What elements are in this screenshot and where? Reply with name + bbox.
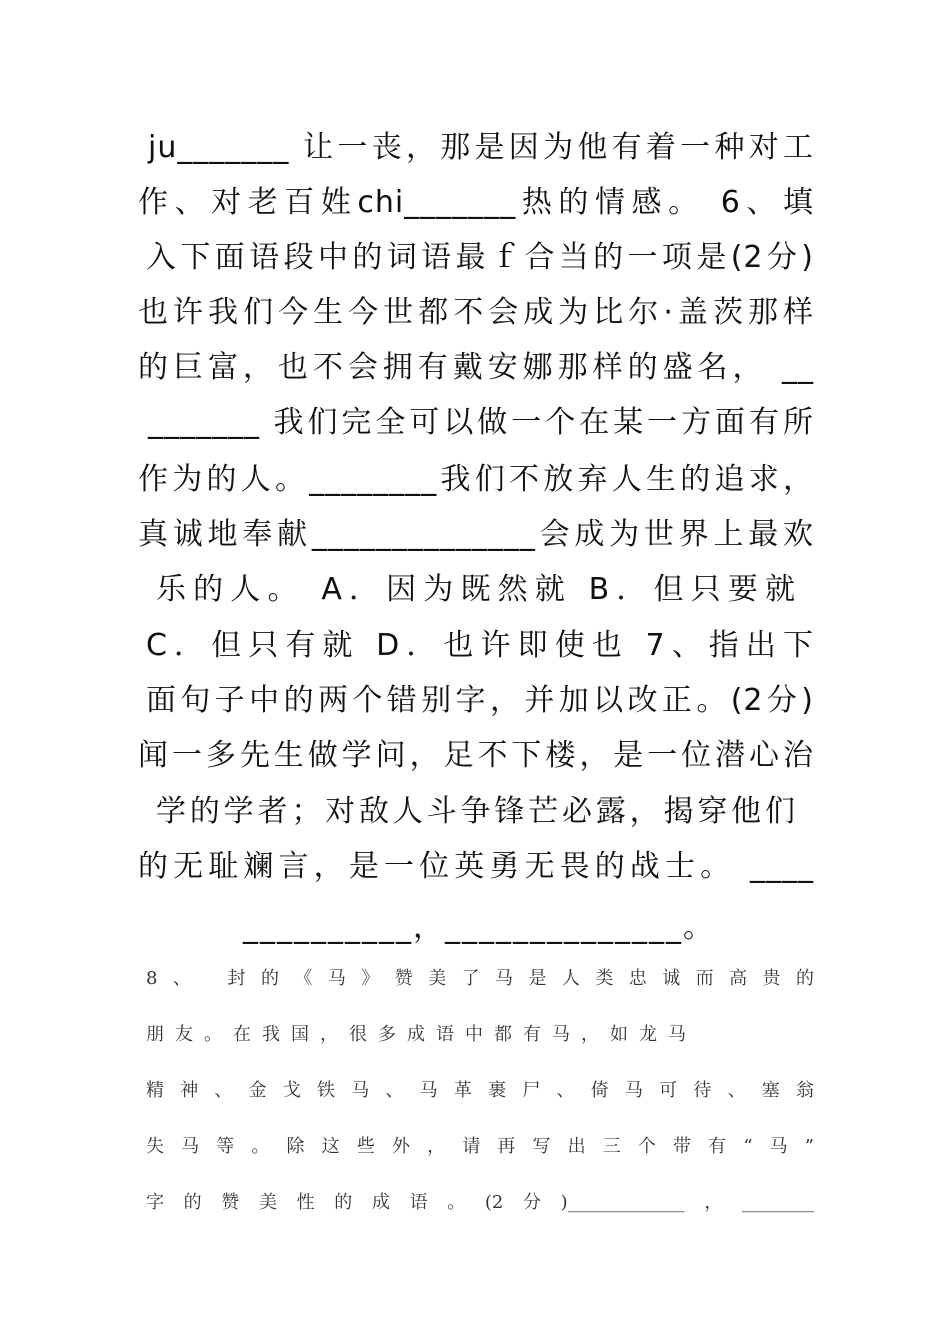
text-line-1: ju_______ 让一丧，那是因为他有着一种对工 [148,130,814,165]
text-line-12: 闻一多先生做学问，足不下楼，是一位潜心治 [138,738,814,773]
text-line-8: 真诚地奉献______________会成为世界上最欢 [138,517,814,552]
text-line-3: 入下面语段中的词语最ｆ合当的一项是(2分) [146,240,814,275]
text-line-15: __________，______________。 [243,910,715,945]
question-8-line-3: 精神、金戈铁马、马革裹尸、倚马可待、塞翁 [146,1080,814,1101]
text-line-2: 作、对老百姓chi_______热的情感。 6、填 [138,185,814,220]
text-line-13: 学的学者；对敌人斗争锋芒必露，揭穿他们 [156,794,796,829]
text-line-9: 乐的人。 A．因为既然就 B．但只要就 [156,572,796,607]
question-8-line-2: 朋友。在我国，很多成语中都有马，如龙马 [146,1024,697,1045]
text-line-6: _______ 我们完全可以做一个在某一方面有所 [148,405,814,440]
text-line-14: 的无耻斓言，是一位英勇无畏的战士。 ____ [138,849,814,884]
text-line-5: 的巨富，也不会拥有戴安娜那样的盛名， __ [138,350,814,385]
question-8-line-1: 8、 封的《马》赞美了马是人类忠诚而高贵的 [146,968,814,989]
text-line-7: 作为的人。________我们不放弃人生的追求， [138,462,814,497]
text-line-4: 也许我们今生今世都不会成为比尔·盖茨那样 [138,295,814,330]
question-8-line-4: 失马等。除这些外，请再写出三个带有“马” [146,1136,814,1157]
question-8-line-5: 字的赞美性的成语。(2分)_____________，________ [146,1192,814,1213]
text-line-10: C．但只有就 D．也许即使也 7、指出下 [146,628,814,663]
text-line-11: 面句子中的两个错别字，并加以改正。(2分) [146,683,814,718]
